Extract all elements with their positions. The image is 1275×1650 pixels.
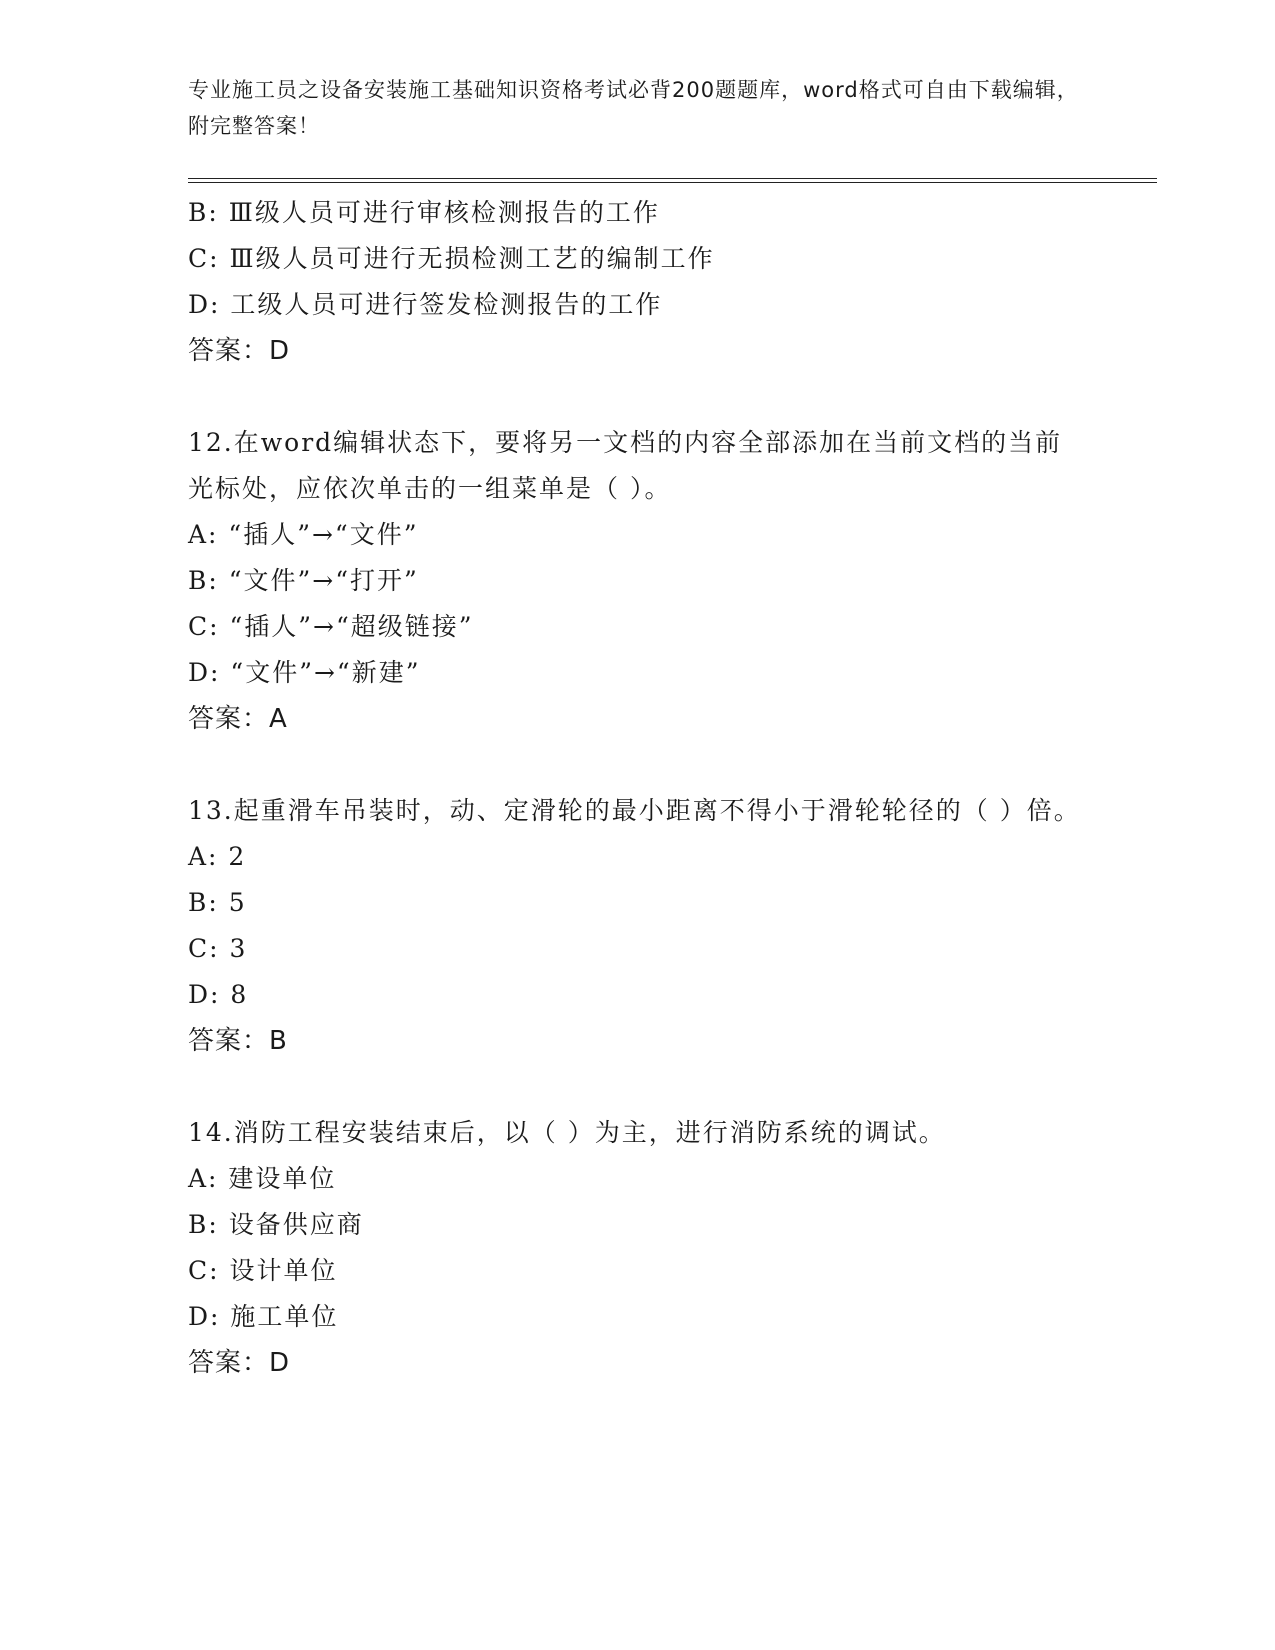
option-d: D: “文件”→“新建” [188, 658, 421, 687]
option-d: D: 工级人员可进行签发检测报告的工作 [188, 290, 663, 319]
header-divider [188, 178, 1157, 183]
answer-line: 答案：B [188, 1026, 288, 1056]
answer-line: 答案：D [188, 1348, 291, 1378]
option-d: D: 8 [188, 980, 249, 1009]
option-b: B: 设备供应商 [188, 1210, 364, 1239]
answer-line: 答案：A [188, 704, 288, 734]
option-b: B: Ⅲ级人员可进行审核检测报告的工作 [188, 198, 660, 227]
question-stem: 12.在word编辑状态下，要将另一文档的内容全部添加在当前文档的当前光标处，应依次单击的一组菜单是（ ）。 [188, 428, 1063, 503]
option-b: B: “文件”→“打开” [188, 566, 419, 595]
answer-line: 答案：D [188, 336, 291, 366]
question-stem: 13.起重滑车吊装时，动、定滑轮的最小距离不得小于滑轮轮径的（ ）倍。 [188, 796, 1081, 825]
option-c: C: 3 [188, 934, 248, 963]
option-a: A: “插人”→“文件” [188, 520, 419, 549]
question-12 [188, 420, 1088, 742]
option-a: A: 建设单位 [188, 1164, 337, 1193]
question-14 [188, 1110, 1088, 1386]
question-13 [188, 788, 1088, 1064]
option-c: C: 设计单位 [188, 1256, 338, 1285]
option-c: C: “插人”→“超级链接” [188, 612, 474, 641]
option-b: B: 5 [188, 888, 247, 917]
option-c: C: Ⅲ级人员可进行无损检测工艺的编制工作 [188, 244, 715, 273]
option-a: A: 2 [188, 842, 247, 871]
document-header: 专业施工员之设备安装施工基础知识资格考试必背200题题库，word格式可自由下载编辑，附完整答案！ [188, 78, 1079, 138]
question-list [188, 190, 1088, 1386]
question-partial [188, 190, 1088, 374]
option-d: D: 施工单位 [188, 1302, 339, 1331]
question-stem: 14.消防工程安装结束后，以（ ）为主，进行消防系统的调试。 [188, 1118, 946, 1147]
